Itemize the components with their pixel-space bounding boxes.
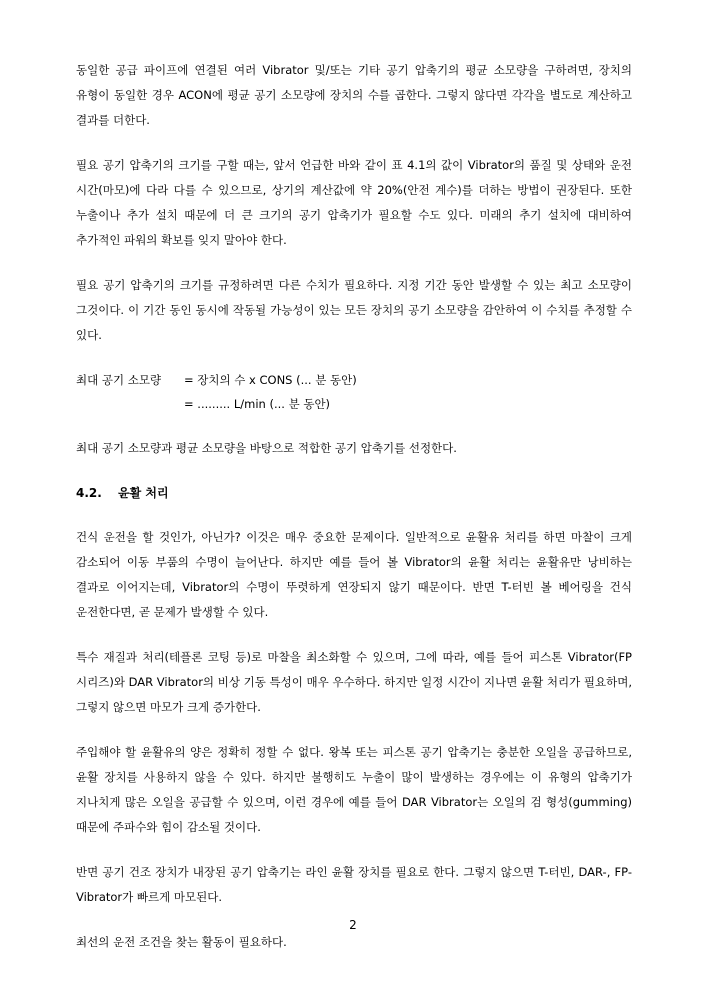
paragraph-oil-amount: 주입해야 할 윤활유의 양은 정확히 정할 수 없다. 왕복 또는 피스톤 공기 압축기는 충분한 오일을 공급하므로, 윤활 장치를 사용하지 않을 수 있다. 하지만 불행히도 누출이 많이 발생하는 경우에는 이 유형의 압축기가 지나치게 많은 오일을 공급할 수 있으며, 이런 경우에 예를 들어 DAR Vibrator는 오일의 검 형성(gumming) 때문에 주파수와 힘이 감소될 것이다. bbox=[76, 745, 632, 834]
paragraph-average-consumption: 동일한 공급 파이프에 연결된 여러 Vibrator 및/또는 기타 공기 압축기의 평균 소모량을 구하려면, 장치의 유형이 동일한 경우 ACON에 평균 공기 소모량에 장치의 수를 곱한다. 그렇지 않다면 각각을 별도로 계산하고 결과를 더한다. bbox=[76, 63, 632, 127]
formula-row-2 bbox=[76, 392, 632, 416]
formula-line-2: = ......... L/min (... 분 동안) bbox=[184, 397, 331, 411]
paragraph-best-conditions: 최선의 운전 조건을 찾는 활동이 필요하다. bbox=[76, 935, 287, 949]
paragraph-compressor-selection: 최대 공기 소모량과 평균 소모량을 바탕으로 적합한 공기 압축기를 선정한다. bbox=[76, 441, 457, 455]
formula-row-1 bbox=[76, 368, 632, 392]
formula-block bbox=[76, 368, 632, 416]
section-number: 4.2. bbox=[76, 486, 102, 500]
paragraph-peak-consumption: 필요 공기 압축기의 크기를 규정하려면 다른 수치가 필요하다. 지정 기간 동안 발생할 수 있는 최고 소모량이 그것이다. 이 기간 동인 동시에 작동될 가능성이 있는 모든 장치의 공기 소모량을 감안하여 이 수치를 추정할 수 있다. bbox=[76, 278, 632, 342]
paragraph-air-dryer: 반면 공기 건조 장치가 내장된 공기 압축기는 라인 윤활 장치를 필요로 한다. 그렇지 않으면 T-터빈, DAR-, FP- Vibrator가 빠르게 마모된다. bbox=[76, 865, 632, 904]
paragraph-special-materials: 특수 재질과 처리(테플론 코팅 등)로 마찰을 최소화할 수 있으며, 그에 따라, 예를 들어 피스톤 Vibrator(FP 시리즈)와 DAR Vibrator의 비상 기동 특성이 매우 우수하다. 하지만 일정 시간이 지나면 윤활 처리가 필요하며, 그렇지 않으면 마모가 크게 증가한다. bbox=[76, 650, 632, 714]
formula-line-1: = 장치의 수 x CONS (... 분 동안) bbox=[184, 373, 357, 387]
section-heading bbox=[76, 481, 632, 505]
paragraph-dry-running: 건식 운전을 할 것인가, 아닌가? 이것은 매우 중요한 문제이다. 일반적으로 윤활유 처리를 하면 마찰이 크게 감소되어 이동 부품의 수명이 늘어난다. 하지만 예를 들어 볼 Vibrator의 윤활 처리는 윤활유만 낭비하는 결과로 이어지는데, Vibrator의 수명이 뚜렷하게 연장되지 않기 때문이다. 반면 T-터빈 볼 베어링을 건식 운전한다면, 곧 문제가 발생할 수 있다. bbox=[76, 530, 632, 619]
section-title: 윤활 처리 bbox=[118, 486, 169, 500]
formula-label: 최대 공기 소모량 bbox=[76, 373, 162, 387]
document-page bbox=[76, 58, 632, 975]
formula-label-spacer bbox=[76, 392, 184, 416]
page-number: 2 bbox=[349, 918, 357, 932]
paragraph-compressor-size: 필요 공기 압축기의 크기를 구할 때는, 앞서 언급한 바와 같이 표 4.1의 값이 Vibrator의 품질 및 상태와 운전 시간(마모)에 다라 다를 수 있으므로, 상기의 계산값에 약 20%(안전 계수)를 더하는 방법이 권장된다. 또한 누출이나 추가 설치 때문에 더 큰 크기의 공기 압축기가 필요할 수도 있다. 미래의 추기 설치에 대비하여 추가적인 파워의 확보를 잊지 말아야 한다. bbox=[76, 158, 632, 247]
